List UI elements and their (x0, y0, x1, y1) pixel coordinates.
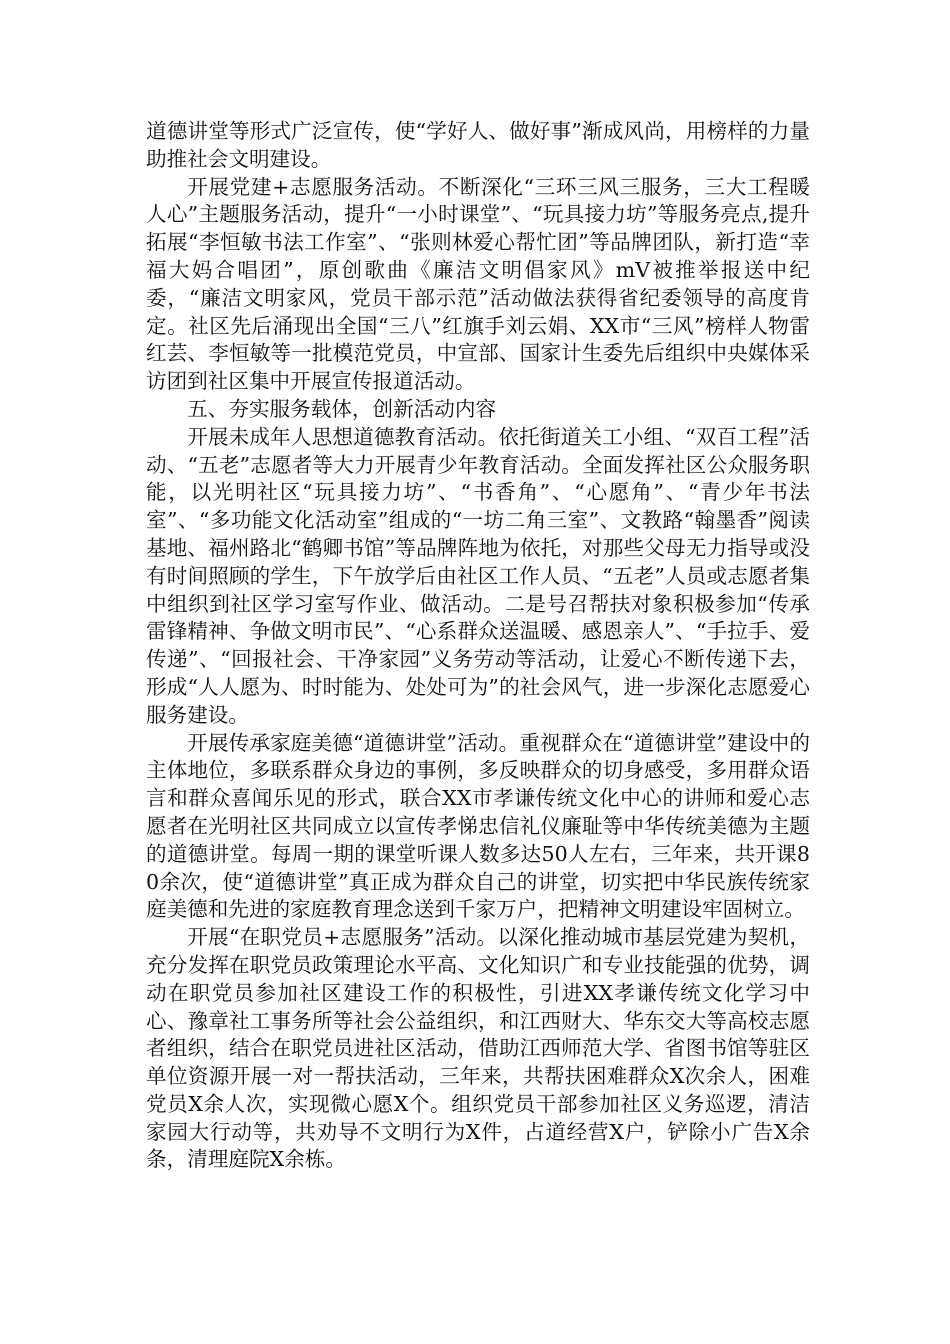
paragraph-1: 道德讲堂等形式广泛宣传，使“学好人、做好事”渐成风尚，用榜样的力量助推社会文明建设。 (146, 119, 810, 171)
paragraph-5: 开展“在职党员+志愿服务”活动。以深化推动城市基层党建为契机，充分发挥在职党员政策理论水平高、文化知识广和专业技能强的优势，调动在职党员参加社区建设工作的积极性，引进XX孝谦传统文化学习中心、豫章社工事务所等社会公益组织，和江西财大、华东交大等高校志愿者组织，结合在职党员进社区活动，借助江西师范大学、省图书馆等驻区单位资源开展一对一帮扶活动，三年来，共帮扶困难群众X次余人，困难党员X余人次，实现微心愿X个。组织党员干部参加社区义务巡逻，清洁家园大行动等，共劝导不文明行为X件，占道经营X户，铲除小广告X余条，清理庭院X余栋。 (146, 925, 810, 1172)
paragraph-3: 开展未成年人思想道德教育活动。依托街道关工小组、“双百工程”活动、“五老”志愿者等大力开展青少年教育活动。全面发挥社区公众服务职能，以光明社区“玩具接力坊”、“书香角”、“心愿角”、“青少年书法室”、“多功能文化活动室”组成的“一坊二角三室”、文教路“翰墨香”阅读基地、福州路北“鹤卿书馆”等品牌阵地为依托，对那些父母无力指导或没有时间照顾的学生，下午放学后由社区工作人员、“五老”人员或志愿者集中组织到社区学习室写作业、做活动。二是号召帮扶对象积极参加“传承雷锋精神、争做文明市民”、“心系群众送温暖、感恩亲人”、“手拉手、爱传递”、“回报社会、干净家园”义务劳动等活动，让爱心不断传递下去，形成“人人愿为、时时能为、处处可为”的社会风气，进一步深化志愿爱心服务建设。 (146, 424, 810, 727)
section-heading: 五、夯实服务载体，创新活动内容 (187, 396, 497, 421)
paragraph-4: 开展传承家庭美德“道德讲堂”活动。重视群众在“道德讲堂”建设中的主体地位，多联系群众身边的事例，多反映群众的切身感受，多用群众语言和群众喜闻乐见的形式，联合XX市孝谦传统文化中心的讲师和爱心志愿者在光明社区共同成立以宣传孝悌忠信礼仪廉耻等中华传统美德为主题的道德讲堂。每周一期的课堂听课人数多达50人左右，三年来，共开课80余次，使“道德讲堂”真正成为群众自己的讲堂，切实把中华民族传统家庭美德和先进的家庭教育理念送到千家万户，把精神文明建设牢固树立。 (146, 730, 810, 922)
paragraph-2: 开展党建+志愿服务活动。不断深化“三环三风三服务，三大工程暖人心”主题服务活动，提升“一小时课堂”、“玩具接力坊”等服务亮点,提升拓展“李恒敏书法工作室”、“张则林爱心帮忙团”等品牌团队，新打造“幸福大妈合唱团”，原创歌曲《廉洁文明倡家风》mV被推举报送中纪委，“廉洁文明家风，党员干部示范”活动做法获得省纪委领导的高度肯定。社区先后涌现出全国“三八”红旗手刘云娟、XX市“三风”榜样人物雷红芸、李恒敏等一批模范党员，中宣部、国家计生委先后组织中央媒体采访团到社区集中开展宣传报道活动。 (146, 174, 810, 394)
document-body (146, 118, 810, 1174)
